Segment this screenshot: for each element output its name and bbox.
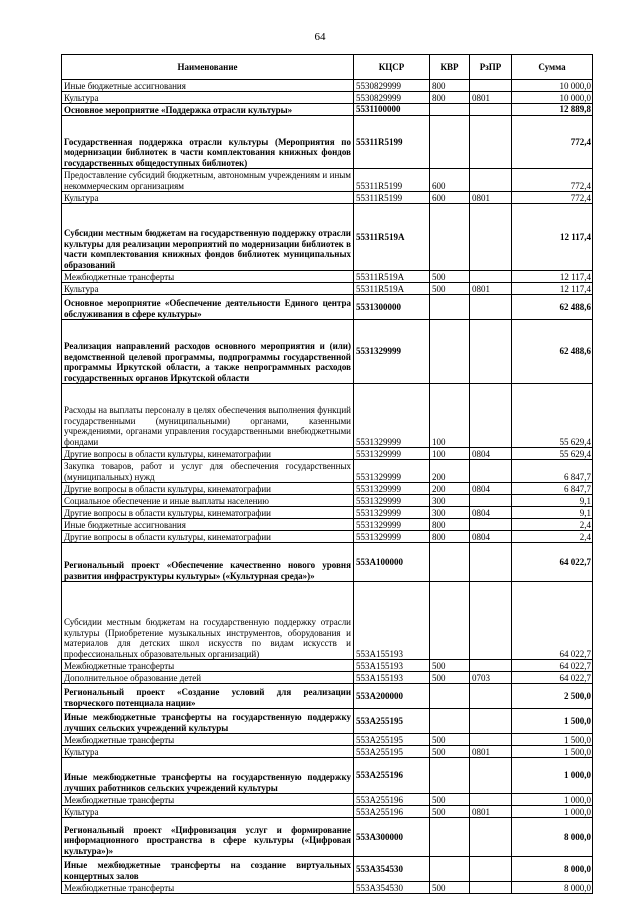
row-sum-cell: 12 117,4: [512, 271, 593, 283]
row-kcsr-cell: 5531329999: [354, 460, 430, 483]
row-sum-cell: 64 022,7: [512, 543, 593, 582]
row-name-cell: Основное мероприятие «Обеспечение деятельности Единого центра обслуживания в сфере культуры»: [62, 295, 354, 320]
column-header-kvr: КВР: [430, 55, 470, 80]
row-kvr-cell: [430, 758, 470, 794]
row-name-cell: Реализация направлений расходов основного мероприятия и (или) ведомственной целевой программы, подпрограммы государственной программы Иркутской области, а также непрограммных расходов государственных органов Иркутской области: [62, 320, 354, 384]
row-kvr-cell: 200: [430, 483, 470, 495]
row-sum-cell: 1 000,0: [512, 794, 593, 806]
row-sum-cell: 6 847,7: [512, 483, 593, 495]
row-sum-cell: 772,4: [512, 116, 593, 169]
table-row: [62, 660, 593, 672]
row-rzpr-cell: [470, 582, 512, 660]
table-body: [62, 80, 593, 894]
row-kcsr-cell: 553A300000: [354, 818, 430, 857]
table-row: [62, 169, 593, 192]
row-name-cell: Межбюджетные трансферты: [62, 660, 354, 672]
row-name-cell: Межбюджетные трансферты: [62, 882, 354, 894]
row-rzpr-cell: 0703: [470, 672, 512, 684]
row-sum-cell: 64 022,7: [512, 672, 593, 684]
row-kvr-cell: [430, 709, 470, 734]
row-name-cell: Предоставление субсидий бюджетным, автономным учреждениям и иным некоммерческим организациям: [62, 169, 354, 192]
row-sum-cell: 55 629,4: [512, 384, 593, 448]
table-row: [62, 806, 593, 818]
row-kvr-cell: 600: [430, 192, 470, 204]
row-sum-cell: 1 500,0: [512, 746, 593, 758]
row-kvr-cell: 800: [430, 519, 470, 531]
row-sum-cell: 9,1: [512, 507, 593, 519]
row-sum-cell: 8 000,0: [512, 857, 593, 882]
table-row: [62, 543, 593, 582]
row-sum-cell: 8 000,0: [512, 818, 593, 857]
row-kvr-cell: 200: [430, 460, 470, 483]
row-kcsr-cell: 5531329999: [354, 320, 430, 384]
row-name-cell: Расходы на выплаты персоналу в целях обеспечения выполнения функций государственными (муниципальными) органами, казенными учреждениями, органами управления государственными внебюджетными фондами: [62, 384, 354, 448]
row-kcsr-cell: 55311R519A: [354, 283, 430, 295]
row-name-cell: Другие вопросы в области культуры, кинематографии: [62, 448, 354, 460]
row-kvr-cell: [430, 116, 470, 169]
row-kcsr-cell: 553A255195: [354, 709, 430, 734]
table-row: [62, 746, 593, 758]
table-row: [62, 384, 593, 448]
row-sum-cell: 1 000,0: [512, 806, 593, 818]
row-sum-cell: 2,4: [512, 519, 593, 531]
row-kcsr-cell: 553A255195: [354, 746, 430, 758]
row-kcsr-cell: 553A200000: [354, 684, 430, 709]
row-rzpr-cell: 0801: [470, 283, 512, 295]
row-rzpr-cell: [470, 320, 512, 384]
row-name-cell: Иные бюджетные ассигнования: [62, 519, 354, 531]
row-sum-cell: 62 488,6: [512, 320, 593, 384]
row-rzpr-cell: 0804: [470, 507, 512, 519]
row-sum-cell: 64 022,7: [512, 660, 593, 672]
row-rzpr-cell: [470, 794, 512, 806]
row-kcsr-cell: 553A255196: [354, 794, 430, 806]
table-row: [62, 495, 593, 507]
row-kcsr-cell: 553A155193: [354, 672, 430, 684]
row-rzpr-cell: [470, 660, 512, 672]
row-rzpr-cell: [470, 734, 512, 746]
table-row: [62, 116, 593, 169]
row-kvr-cell: 500: [430, 672, 470, 684]
row-kcsr-cell: 5531329999: [354, 448, 430, 460]
row-kvr-cell: [430, 204, 470, 271]
row-kcsr-cell: 55311R519A: [354, 271, 430, 283]
table-row: [62, 283, 593, 295]
row-kcsr-cell: 55311R5199: [354, 116, 430, 169]
row-sum-cell: 8 000,0: [512, 882, 593, 894]
table-row: [62, 818, 593, 857]
row-sum-cell: 2,4: [512, 531, 593, 543]
row-kcsr-cell: 5531329999: [354, 519, 430, 531]
row-name-cell: Дополнительное образование детей: [62, 672, 354, 684]
row-kcsr-cell: 5530829999: [354, 80, 430, 92]
row-name-cell: Основное мероприятие «Поддержка отрасли культуры»: [62, 104, 354, 116]
table-row: [62, 460, 593, 483]
row-rzpr-cell: [470, 169, 512, 192]
row-rzpr-cell: [470, 758, 512, 794]
row-kvr-cell: 500: [430, 882, 470, 894]
row-sum-cell: 772,4: [512, 169, 593, 192]
table-row: [62, 320, 593, 384]
row-rzpr-cell: [470, 882, 512, 894]
table-row: [62, 92, 593, 104]
table-row: [62, 192, 593, 204]
row-kvr-cell: [430, 543, 470, 582]
row-name-cell: Культура: [62, 806, 354, 818]
row-kcsr-cell: 5531329999: [354, 495, 430, 507]
row-rzpr-cell: 0804: [470, 483, 512, 495]
row-rzpr-cell: [470, 204, 512, 271]
row-kcsr-cell: 55311R519A: [354, 204, 430, 271]
row-kcsr-cell: 553A255196: [354, 758, 430, 794]
row-sum-cell: 10 000,0: [512, 80, 593, 92]
table-row: [62, 794, 593, 806]
row-kvr-cell: 300: [430, 495, 470, 507]
row-kcsr-cell: 5531300000: [354, 295, 430, 320]
row-name-cell: Культура: [62, 192, 354, 204]
table-row: [62, 483, 593, 495]
row-kvr-cell: 500: [430, 734, 470, 746]
row-sum-cell: 772,4: [512, 192, 593, 204]
row-name-cell: Региональный проект «Обеспечение качественно нового уровня развития инфраструктуры культуры» («Культурная среда»)»: [62, 543, 354, 582]
row-rzpr-cell: [470, 543, 512, 582]
column-header-rzpr: РзПР: [470, 55, 512, 80]
row-kcsr-cell: 5531329999: [354, 507, 430, 519]
row-name-cell: Субсидии местным бюджетам на государственную поддержку отрасли культуры (Приобретение музыкальных инструментов, оборудования и материалов для детских школ искусств по видам искусств и профессиональных образовательных организаций): [62, 582, 354, 660]
row-name-cell: Межбюджетные трансферты: [62, 271, 354, 283]
table-row: [62, 758, 593, 794]
row-rzpr-cell: 0804: [470, 448, 512, 460]
row-kvr-cell: [430, 295, 470, 320]
row-kvr-cell: 600: [430, 169, 470, 192]
row-rzpr-cell: 0801: [470, 92, 512, 104]
row-rzpr-cell: [470, 104, 512, 116]
row-rzpr-cell: [470, 495, 512, 507]
row-rzpr-cell: 0801: [470, 192, 512, 204]
row-name-cell: Межбюджетные трансферты: [62, 734, 354, 746]
row-kvr-cell: 500: [430, 806, 470, 818]
row-sum-cell: 12 117,4: [512, 204, 593, 271]
row-kvr-cell: 500: [430, 794, 470, 806]
row-sum-cell: 62 488,6: [512, 295, 593, 320]
row-kcsr-cell: 5531329999: [354, 531, 430, 543]
row-kvr-cell: 300: [430, 507, 470, 519]
row-kcsr-cell: 553A255196: [354, 806, 430, 818]
table-row: [62, 582, 593, 660]
row-kcsr-cell: 55311R5199: [354, 169, 430, 192]
row-rzpr-cell: [470, 384, 512, 448]
row-name-cell: Межбюджетные трансферты: [62, 794, 354, 806]
row-rzpr-cell: [470, 295, 512, 320]
row-rzpr-cell: [470, 271, 512, 283]
row-rzpr-cell: 0801: [470, 806, 512, 818]
row-name-cell: Иные бюджетные ассигнования: [62, 80, 354, 92]
row-kcsr-cell: 55311R5199: [354, 192, 430, 204]
row-rzpr-cell: [470, 818, 512, 857]
row-sum-cell: 12 889,8: [512, 104, 593, 116]
row-rzpr-cell: [470, 116, 512, 169]
table-row: [62, 104, 593, 116]
row-rzpr-cell: [470, 684, 512, 709]
table-header-row: [62, 55, 593, 80]
row-rzpr-cell: [470, 460, 512, 483]
row-sum-cell: 1 500,0: [512, 709, 593, 734]
row-sum-cell: 55 629,4: [512, 448, 593, 460]
table-row: [62, 519, 593, 531]
row-kcsr-cell: 5530829999: [354, 92, 430, 104]
row-kcsr-cell: 553A354530: [354, 882, 430, 894]
table-row: [62, 531, 593, 543]
row-kvr-cell: 500: [430, 746, 470, 758]
row-name-cell: Другие вопросы в области культуры, кинематографии: [62, 531, 354, 543]
row-kcsr-cell: 5531329999: [354, 384, 430, 448]
table-row: [62, 857, 593, 882]
row-rzpr-cell: 0801: [470, 746, 512, 758]
row-kvr-cell: 100: [430, 384, 470, 448]
row-kvr-cell: [430, 104, 470, 116]
row-kvr-cell: 500: [430, 660, 470, 672]
page-number: 64: [314, 31, 326, 43]
table-row: [62, 80, 593, 92]
row-kvr-cell: [430, 857, 470, 882]
row-rzpr-cell: 0804: [470, 531, 512, 543]
row-name-cell: Региональный проект «Цифровизация услуг и формирование информационного пространства в сфере культуры («Цифровая культура»)»: [62, 818, 354, 857]
row-kvr-cell: [430, 320, 470, 384]
table-row: [62, 882, 593, 894]
row-kvr-cell: [430, 582, 470, 660]
row-name-cell: Культура: [62, 283, 354, 295]
row-kcsr-cell: 553A100000: [354, 543, 430, 582]
table-row: [62, 295, 593, 320]
table-row: [62, 672, 593, 684]
row-name-cell: Культура: [62, 92, 354, 104]
row-kvr-cell: 100: [430, 448, 470, 460]
row-sum-cell: 2 500,0: [512, 684, 593, 709]
row-rzpr-cell: [470, 80, 512, 92]
row-name-cell: Региональный проект «Создание условий для реализации творческого потенциала нации»: [62, 684, 354, 709]
row-kcsr-cell: 553A255195: [354, 734, 430, 746]
table-row: [62, 204, 593, 271]
row-name-cell: Культура: [62, 746, 354, 758]
budget-table: [61, 54, 593, 894]
table-row: [62, 684, 593, 709]
row-kcsr-cell: 5531100000: [354, 104, 430, 116]
row-kvr-cell: 800: [430, 92, 470, 104]
row-name-cell: Иные межбюджетные трансферты на создание виртуальных концертных залов: [62, 857, 354, 882]
row-rzpr-cell: [470, 857, 512, 882]
row-name-cell: Другие вопросы в области культуры, кинематографии: [62, 507, 354, 519]
row-sum-cell: 10 000,0: [512, 92, 593, 104]
row-kcsr-cell: 553A155193: [354, 660, 430, 672]
column-header-name: Наименование: [62, 55, 354, 80]
row-name-cell: Закупка товаров, работ и услуг для обеспечения государственных (муниципальных) нужд: [62, 460, 354, 483]
row-kcsr-cell: 5531329999: [354, 483, 430, 495]
row-name-cell: Социальное обеспечение и иные выплаты населению: [62, 495, 354, 507]
row-sum-cell: 64 022,7: [512, 582, 593, 660]
row-kvr-cell: 500: [430, 283, 470, 295]
row-sum-cell: 12 117,4: [512, 283, 593, 295]
row-name-cell: Иные межбюджетные трансферты на государственную поддержку лучших работников сельских учреждений культуры: [62, 758, 354, 794]
row-sum-cell: 1 000,0: [512, 758, 593, 794]
row-name-cell: Государственная поддержка отрасли культуры (Мероприятия по модернизации библиотек в части комплектования книжных фондов государственных общедоступных библиотек): [62, 116, 354, 169]
row-name-cell: Другие вопросы в области культуры, кинематографии: [62, 483, 354, 495]
column-header-kcsr: КЦСР: [354, 55, 430, 80]
table-row: [62, 709, 593, 734]
row-kvr-cell: 800: [430, 80, 470, 92]
row-kcsr-cell: 553A354530: [354, 857, 430, 882]
row-sum-cell: 1 500,0: [512, 734, 593, 746]
row-rzpr-cell: [470, 709, 512, 734]
row-kvr-cell: 800: [430, 531, 470, 543]
row-kvr-cell: [430, 818, 470, 857]
row-kvr-cell: [430, 684, 470, 709]
row-sum-cell: 6 847,7: [512, 460, 593, 483]
column-header-sum: Сумма: [512, 55, 593, 80]
row-kvr-cell: 500: [430, 271, 470, 283]
row-name-cell: Субсидии местным бюджетам на государственную поддержку отрасли культуры для реализации мероприятий по модернизации библиотек в части комплектования книжных фондов библиотек муниципальных образований: [62, 204, 354, 271]
row-kcsr-cell: 553A155193: [354, 582, 430, 660]
table-row: [62, 507, 593, 519]
row-name-cell: Иные межбюджетные трансферты на государственную поддержку лучших сельских учреждений культуры: [62, 709, 354, 734]
table-row: [62, 271, 593, 283]
row-rzpr-cell: [470, 519, 512, 531]
table-row: [62, 734, 593, 746]
row-sum-cell: 9,1: [512, 495, 593, 507]
table-row: [62, 448, 593, 460]
